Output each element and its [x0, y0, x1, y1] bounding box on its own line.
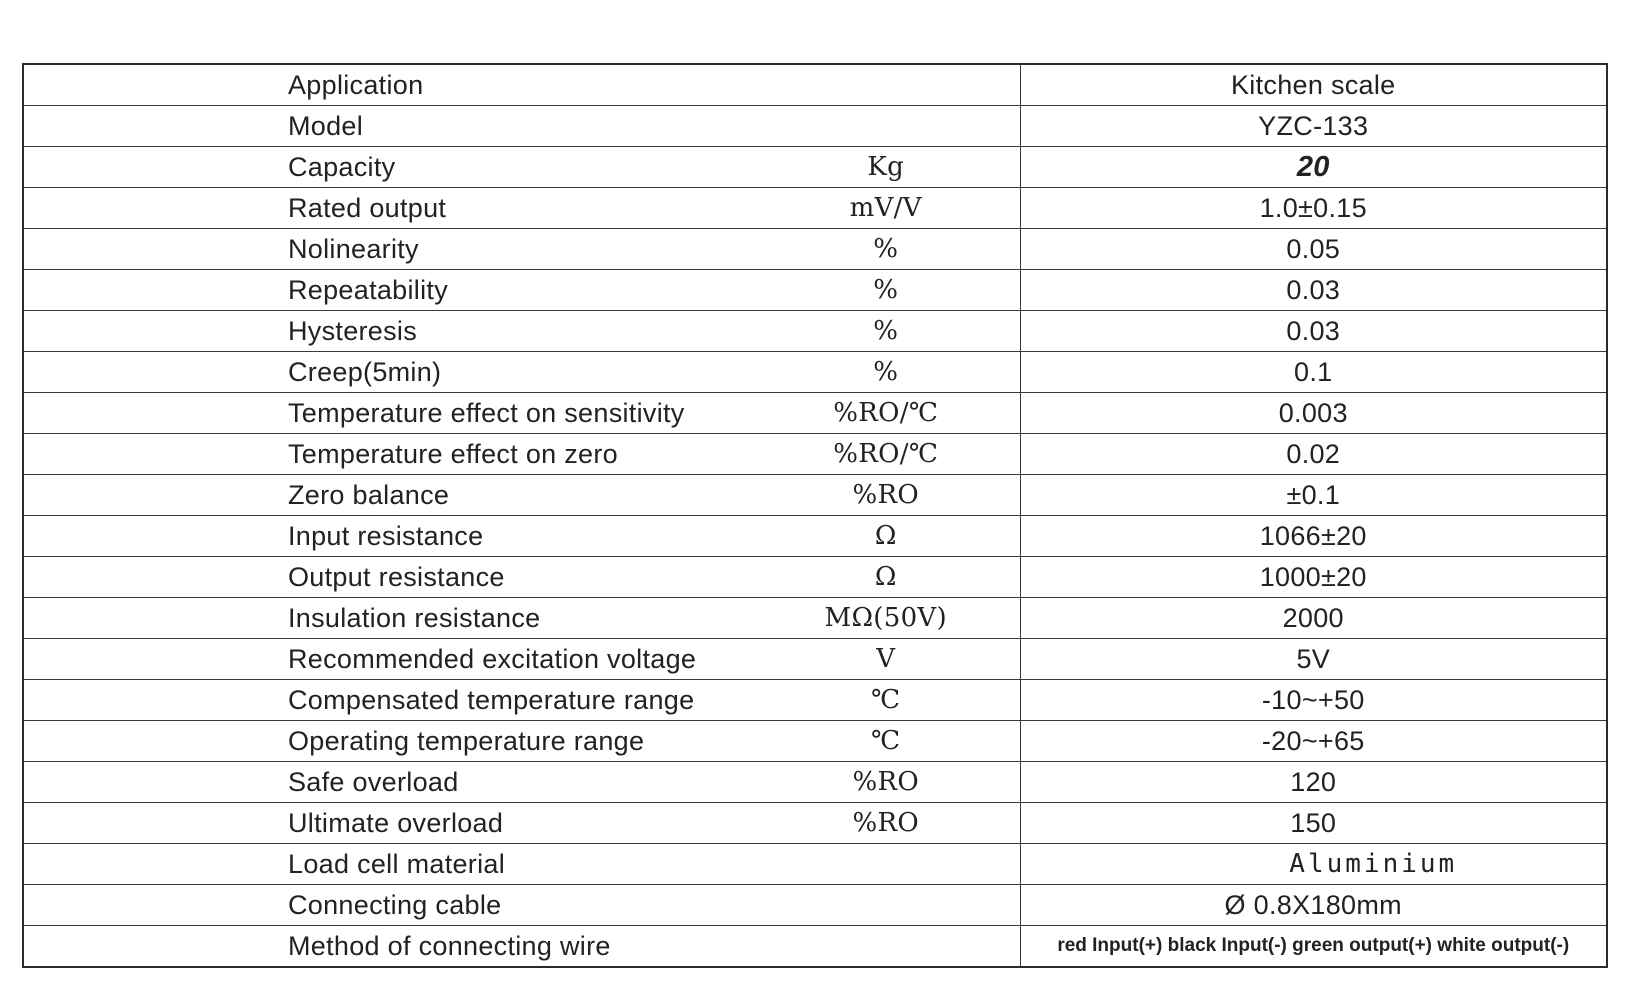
parameter-name: Input resistance: [282, 516, 762, 557]
parameter-name: Zero balance: [282, 475, 762, 516]
parameter-unit: %RO: [762, 803, 1020, 844]
row-gutter: [24, 106, 282, 147]
parameter-value: 1000±20: [1020, 557, 1606, 598]
parameter-value: 1.0±0.15: [1020, 188, 1606, 229]
parameter-name: Capacity: [282, 147, 762, 188]
spec-row: [24, 516, 1606, 557]
parameter-unit: ℃: [762, 721, 1020, 762]
spec-row: [24, 803, 1606, 844]
parameter-unit: MΩ(50V): [762, 598, 1020, 639]
parameter-value: 150: [1020, 803, 1606, 844]
parameter-unit: mV/V: [762, 188, 1020, 229]
parameter-name: Operating temperature range: [282, 721, 762, 762]
spec-row: [24, 65, 1606, 106]
row-gutter: [24, 885, 282, 926]
parameter-name: Output resistance: [282, 557, 762, 598]
parameter-name: Model: [282, 106, 762, 147]
parameter-name: Compensated temperature range: [282, 680, 762, 721]
parameter-value: 120: [1020, 762, 1606, 803]
spec-row: [24, 188, 1606, 229]
parameter-value: 2000: [1020, 598, 1606, 639]
parameter-value: Ø 0.8X180mm: [1020, 885, 1606, 926]
parameter-value: 0.003: [1020, 393, 1606, 434]
spec-row: [24, 598, 1606, 639]
parameter-name: Connecting cable: [282, 885, 762, 926]
parameter-unit: %RO/℃: [762, 393, 1020, 434]
specification-table: [24, 65, 1606, 966]
parameter-unit: [762, 926, 1020, 967]
spec-row: [24, 721, 1606, 762]
row-gutter: [24, 393, 282, 434]
parameter-value: red Input(+) black Input(-) green output(+) white output(-): [1020, 926, 1606, 967]
row-gutter: [24, 557, 282, 598]
parameter-value: 0.03: [1020, 311, 1606, 352]
parameter-unit: %: [762, 311, 1020, 352]
parameter-unit: %RO/℃: [762, 434, 1020, 475]
parameter-name: Application: [282, 65, 762, 106]
parameter-name: Temperature effect on sensitivity: [282, 393, 762, 434]
parameter-value: 0.02: [1020, 434, 1606, 475]
parameter-value: 0.03: [1020, 270, 1606, 311]
parameter-unit: Kg: [762, 147, 1020, 188]
spec-row: [24, 229, 1606, 270]
parameter-unit: Ω: [762, 557, 1020, 598]
spec-row: [24, 393, 1606, 434]
parameter-unit: V: [762, 639, 1020, 680]
parameter-unit: [762, 844, 1020, 885]
parameter-value: ±0.1: [1020, 475, 1606, 516]
parameter-value: -20~+65: [1020, 721, 1606, 762]
row-gutter: [24, 188, 282, 229]
row-gutter: [24, 475, 282, 516]
row-gutter: [24, 844, 282, 885]
specification-table-body: [24, 65, 1606, 966]
spec-row: [24, 311, 1606, 352]
parameter-unit: ℃: [762, 680, 1020, 721]
parameter-name: Safe overload: [282, 762, 762, 803]
parameter-name: Load cell material: [282, 844, 762, 885]
parameter-value: -10~+50: [1020, 680, 1606, 721]
row-gutter: [24, 147, 282, 188]
parameter-unit: %: [762, 270, 1020, 311]
parameter-name: Repeatability: [282, 270, 762, 311]
parameter-name: Temperature effect on zero: [282, 434, 762, 475]
row-gutter: [24, 639, 282, 680]
spec-row: [24, 639, 1606, 680]
spec-row: [24, 926, 1606, 967]
row-gutter: [24, 516, 282, 557]
row-gutter: [24, 762, 282, 803]
parameter-unit: [762, 106, 1020, 147]
parameter-unit: Ω: [762, 516, 1020, 557]
parameter-unit: [762, 885, 1020, 926]
row-gutter: [24, 270, 282, 311]
parameter-name: Hysteresis: [282, 311, 762, 352]
parameter-unit: %RO: [762, 475, 1020, 516]
parameter-value: YZC-133: [1020, 106, 1606, 147]
row-gutter: [24, 65, 282, 106]
parameter-value: 0.1: [1020, 352, 1606, 393]
parameter-value: 5V: [1020, 639, 1606, 680]
row-gutter: [24, 352, 282, 393]
row-gutter: [24, 598, 282, 639]
row-gutter: [24, 680, 282, 721]
parameter-unit: %: [762, 229, 1020, 270]
row-gutter: [24, 721, 282, 762]
spec-row: [24, 434, 1606, 475]
spec-row: [24, 147, 1606, 188]
spec-row: [24, 885, 1606, 926]
parameter-name: Recommended excitation voltage: [282, 639, 762, 680]
parameter-value: Aluminium: [1020, 844, 1606, 885]
spec-row: [24, 352, 1606, 393]
parameter-name: Insulation resistance: [282, 598, 762, 639]
spec-row: [24, 557, 1606, 598]
parameter-unit: [762, 65, 1020, 106]
spec-row: [24, 475, 1606, 516]
parameter-value: 1066±20: [1020, 516, 1606, 557]
parameter-name: Creep(5min): [282, 352, 762, 393]
row-gutter: [24, 311, 282, 352]
parameter-name: Method of connecting wire: [288, 930, 611, 961]
parameter-name: Rated output: [282, 188, 762, 229]
parameter-value: Kitchen scale: [1020, 65, 1606, 106]
row-gutter: [24, 926, 282, 967]
parameter-name: Nolinearity: [282, 229, 762, 270]
spec-row: [24, 106, 1606, 147]
row-gutter: [24, 803, 282, 844]
parameter-value: 20: [1020, 147, 1606, 188]
parameter-name: Ultimate overload: [282, 803, 762, 844]
parameter-value: 0.05: [1020, 229, 1606, 270]
spec-row: [24, 762, 1606, 803]
parameter-unit: %: [762, 352, 1020, 393]
parameter-unit: %RO: [762, 762, 1020, 803]
spec-row: [24, 680, 1606, 721]
row-gutter: [24, 229, 282, 270]
spec-sheet: [22, 63, 1608, 968]
row-gutter: [24, 434, 282, 475]
spec-row: [24, 270, 1606, 311]
spec-row: [24, 844, 1606, 885]
